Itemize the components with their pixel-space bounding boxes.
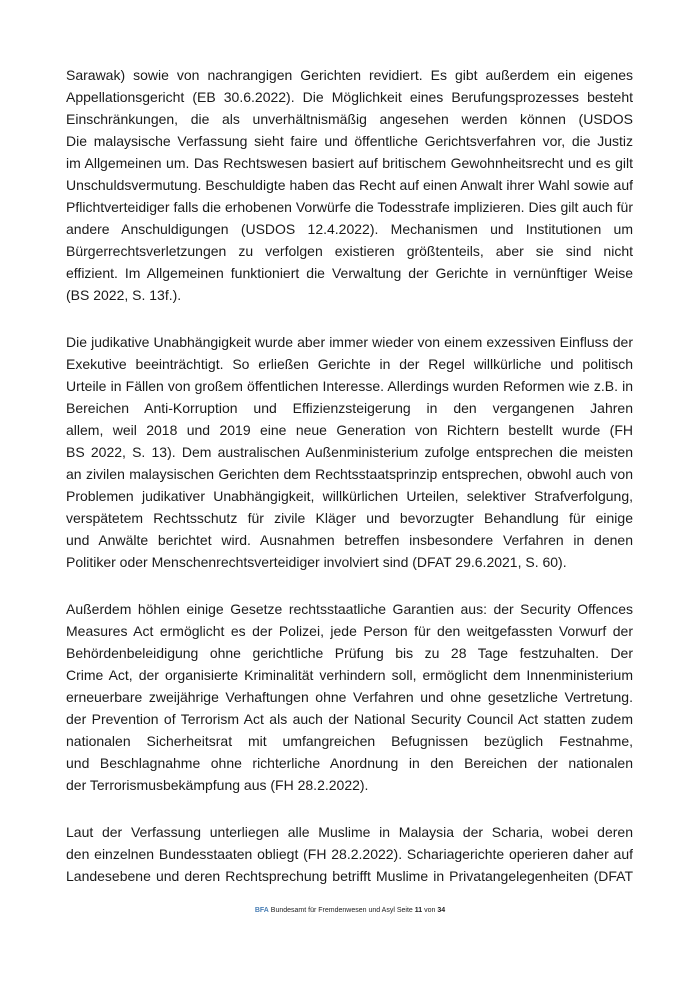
paragraph-constitution-fair-trial: [66, 130, 633, 306]
text-line: Bürgerrechtsverletzungen zu verfolgen existieren größtenteils, aber sie sind nicht: [66, 243, 633, 259]
paragraph-security-laws: [66, 598, 633, 796]
footer-of: von: [424, 907, 436, 914]
text-line: Landesebene und deren Rechtsprechung betrifft Muslime in Privatangelegenheiten (DFAT: [66, 868, 633, 884]
text-line: Pflichtverteidiger falls die erhobenen Vorwürfe die Todesstrafe implizieren. Dies gilt auch für: [66, 199, 633, 215]
text-line: BS 2022, S. 13). Dem australischen Außenministerium zufolge entsprechen die meisten: [66, 444, 633, 460]
document-body: [66, 64, 633, 912]
footer-page-total: 34: [437, 907, 446, 914]
text-line: Laut der Verfassung unterliegen alle Muslime in Malaysia der Scharia, wobei deren: [66, 824, 633, 840]
text-line: im Allgemeinen um. Das Rechtswesen basiert auf britischem Gewohnheitsrecht und es gilt: [66, 155, 633, 171]
text-line: Politiker oder Menschenrechtsverteidiger involviert sind (DFAT 29.6.2021, S. 60).: [66, 554, 567, 570]
text-line: der Prevention of Terrorism Act als auch der National Security Council Act statten zudem: [66, 711, 633, 727]
text-line: Urteile in Fällen von großem öffentlichen Interesse. Allerdings wurden Reformen wie z.B. in: [66, 378, 633, 394]
text-line: verspätetem Rechtsschutz für zivile Kläger und bevorzugter Behandlung für einige: [66, 510, 633, 526]
text-line: (BS 2022, S. 13f.).: [66, 287, 182, 303]
paragraph-sharia-courts: [66, 821, 633, 887]
text-line: andere Anschuldigungen (USDOS 12.4.2022). Mechanismen und Institutionen um: [66, 221, 633, 237]
bfa-logo-text: BFA: [254, 907, 269, 914]
text-line: Exekutive beeinträchtigt. So erließen Gerichte in der Regel willkürliche und politisch: [66, 356, 633, 372]
text-line: nationalen Sicherheitsrat mit umfangreichen Befugnissen bezüglich Festnahme,: [66, 733, 633, 749]
text-line: und Anwälte berichtet wird. Ausnahmen betreffen insbesondere Verfahren in denen: [66, 532, 633, 548]
footer-page-number: 11: [414, 907, 423, 914]
text-line: effizient. Im Allgemeinen funktioniert die Verwaltung der Gerichte in vernünftiger Weise: [66, 265, 633, 281]
text-line: Unschuldsvermutung. Beschuldigte haben das Recht auf einen Anwalt ihrer Wahl sowie auf: [66, 177, 633, 193]
text-line: Sarawak) sowie von nachrangigen Gerichten revidiert. Es gibt außerdem ein eigenes: [66, 67, 633, 83]
text-line: allem, weil 2018 und 2019 eine neue Generation von Richtern bestellt wurde (FH: [66, 422, 633, 438]
text-line: Measures Act ermöglicht es der Polizei, jede Person für den weitgefassten Vorwurf der: [66, 623, 633, 639]
text-line: Die malaysische Verfassung sieht faire und öffentliche Gerichtsverfahren vor, die Justiz: [66, 133, 633, 149]
footer-agency-text: Bundesamt für Fremdenwesen und Asyl Seite: [270, 907, 413, 914]
text-line: den einzelnen Bundesstaaten obliegt (FH 28.2.2022). Schariagerichte operieren daher auf: [66, 846, 633, 862]
text-line: Die judikative Unabhängigkeit wurde aber immer wieder von einem exzessiven Einfluss der: [66, 334, 633, 350]
text-line: erneuerbare zweijährige Verhaftungen ohne Verfahren und ohne gesetzliche Vertretung.: [66, 689, 633, 705]
text-line: Appellationsgericht (EB 30.6.2022). Die Möglichkeit eines Berufungsprozesses besteht: [66, 89, 633, 105]
paragraph-appellate-courts: [66, 64, 633, 130]
text-line: Außerdem höhlen einige Gesetze rechtsstaatliche Garantien aus: der Security Offences: [66, 601, 633, 617]
text-line: Bereichen Anti-Korruption und Effizienzsteigerung in den vergangenen Jahren: [66, 400, 633, 416]
text-line: Crime Act, der organisierte Kriminalität verhindern soll, ermöglicht dem Innenministerium: [66, 667, 633, 683]
text-line: Problemen judikativer Unabhängigkeit, willkürlichen Urteilen, selektiver Strafverfolgung,: [66, 488, 633, 504]
text-line: Behördenbeleidigung ohne gerichtliche Prüfung bis zu 28 Tage festzuhalten. Der: [66, 645, 633, 661]
text-line: an zivilen malaysischen Gerichten dem Rechtsstaatsprinzip entsprechen, obwohl auch von: [66, 466, 633, 482]
text-line: der Terrorismusbekämpfung aus (FH 28.2.2022).: [66, 777, 369, 793]
text-line: Einschränkungen, die als unverhältnismäßig angesehen werden können (USDOS: [66, 111, 633, 127]
paragraph-judicial-independence: [66, 331, 633, 573]
page-footer: [0, 907, 700, 914]
text-line: und Beschlagnahme ohne richterliche Anordnung in den Bereichen der nationalen: [66, 755, 633, 771]
